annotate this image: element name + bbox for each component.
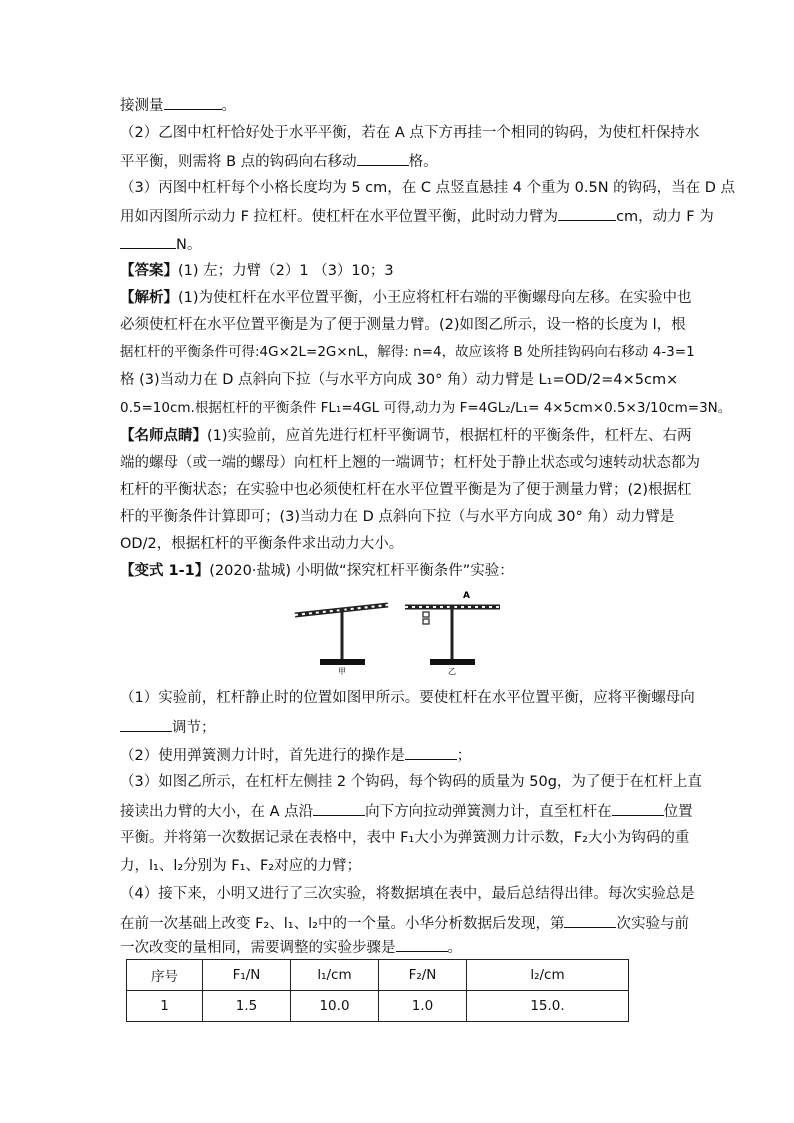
header-cell: l₁/cm: [291, 960, 379, 991]
text: （3）如图乙所示，在杠杆左侧挂 2 个钩码，每个钩码的质量为 50g，为了便于在杠杆上直: [120, 774, 702, 790]
text: 力，l₁、l₂分别为 F₁、F₂对应的力臂；: [120, 858, 362, 874]
header-cell: l₂/cm: [467, 960, 629, 991]
text: （2）使用弹簧测力计时，首先进行的操作是: [120, 748, 405, 764]
lever-figure: [290, 585, 520, 675]
header-cell: 序号: [127, 960, 203, 991]
question-line: [120, 912, 689, 934]
table-cell: 1.0: [379, 991, 467, 1022]
text: 杆的平衡条件计算即可；(3)当动力在 D 点斜向下拉（与水平方向成 30° 角）动力臂是: [120, 509, 675, 525]
answer-line: [120, 261, 394, 281]
lever-yi: [405, 591, 500, 675]
text: ；: [456, 748, 472, 764]
text: (2020·盐城) 小明做“探究杠杆平衡条件”实验：: [209, 563, 514, 579]
figure-label-jia: 甲: [338, 667, 346, 675]
text: 接测量: [120, 98, 164, 114]
answer-blank: [396, 936, 448, 952]
answer-blank: [313, 800, 365, 816]
text-line: [120, 123, 699, 143]
analysis-line: [120, 288, 692, 308]
text: 杠杆的平衡状态；在实验中也必须使杠杆在水平位置平衡是为了便于测量力臂；(2)根据杠: [120, 482, 692, 498]
answer-blank: [564, 912, 616, 928]
text: 位置: [663, 804, 693, 820]
text: cm，动力 F 为: [616, 209, 714, 225]
answer-blank: [405, 744, 457, 760]
text: 端的螺母（或一端的螺母）向杠杆上翘的一端调节；杠杆处于静止状态或匀速转动状态都为: [120, 455, 700, 471]
text: 必须使杠杆在水平位置平衡是为了便于测量力臂。(2)如图乙所示，设一格的长度为 l，根: [120, 317, 686, 333]
analysis-line: [120, 342, 695, 362]
answer-tag: 【答案】: [120, 263, 178, 279]
tip-tag: 【名师点睛】: [120, 428, 207, 444]
analysis-line: [120, 398, 731, 418]
text: 据杠杆的平衡条件可得:4G×2L=2G×nL，解得: n=4，故应该将 B 处所挂钩码向右移动 4-3=1: [120, 344, 695, 360]
tip-line: [120, 534, 403, 554]
question-line: [120, 884, 695, 904]
answer-blank: [120, 233, 176, 249]
text: 格 (3)当动力在 D 点斜向下拉（与水平方向成 30° 角）动力臂是 L₁=OD/2=4×5cm×: [120, 372, 679, 388]
header-cell: F₁/N: [203, 960, 291, 991]
text: 接读出力臂的大小，在 A 点沿: [120, 804, 314, 820]
text: （4）接下来，小明又进行了三次实验，将数据填在表中，最后总结得出律。每次实验总是: [120, 886, 695, 902]
variant-tag: 【变式 1-1】: [120, 563, 210, 579]
tip-line: [120, 480, 692, 500]
table-header-row: [127, 960, 629, 991]
question-line: [120, 688, 695, 708]
table-row: [127, 991, 629, 1022]
text: （2）乙图中杠杆恰好处于水平平衡，若在 A 点下方再挂一个相同的钩码，为使杠杆保持水: [120, 125, 700, 141]
text: 0.5=10cm.根据杠杆的平衡条件 FL₁=4GL 可得,动力为 F=4GL₂/L₁= 4×5cm×0.5×3/10cm=3N。: [120, 400, 732, 416]
text: 一次改变的量相同，需要调整的实验步骤是: [120, 940, 396, 956]
answer-blank: [612, 800, 664, 816]
text: 调节；: [172, 720, 216, 736]
text-line: [120, 205, 714, 227]
question-line: [120, 936, 462, 958]
data-table: [126, 959, 629, 1022]
text: 。: [221, 98, 236, 114]
tip-line: [120, 453, 700, 473]
text-line: [120, 233, 201, 255]
text: (1)实验前，应首先进行杠杆平衡调节，根据杠杆的平衡条件，杠杆左、右两: [207, 428, 692, 444]
answer-blank: [120, 716, 172, 732]
question-line: [120, 772, 702, 792]
text: 向下方向拉动弹簧测力计，直至杠杆在: [365, 804, 612, 820]
answer-blank: [357, 150, 409, 166]
analysis-line: [120, 370, 678, 390]
text: 平衡。并将第一次数据记录在表格中，表中 F₁大小为弹簧测力计示数，F₂大小为钩码的重: [120, 830, 690, 846]
question-line: [120, 716, 216, 738]
text: OD/2，根据杠杆的平衡条件求出动力大小。: [120, 536, 404, 552]
text: 格。: [408, 154, 438, 170]
figure-label-yi: 乙: [448, 667, 456, 675]
text: 次实验与前: [616, 916, 689, 932]
answer-blank: [164, 94, 222, 110]
question-line: [120, 828, 689, 848]
lever-jia: [295, 605, 388, 675]
header-cell: F₂/N: [379, 960, 467, 991]
text: (1)为使杠杆在水平位置平衡，小王应将杠杆右端的平衡螺母向左移。在实验中也: [178, 290, 692, 306]
tip-line: [120, 426, 692, 446]
text: 在前一次基础上改变 F₂、l₁、l₂中的一个量。小华分析数据后发现，第: [120, 916, 565, 932]
analysis-tag: 【解析】: [120, 290, 178, 306]
text: （1）实验前，杠杆静止时的位置如图甲所示。要使杠杆在水平位置平衡，应将平衡螺母向: [120, 690, 695, 706]
text: 用如丙图所示动力 F 拉杠杆。使杠杆在水平位置平衡，此时动力臂为: [120, 209, 559, 225]
answer-text: (1) 左；力臂（2）1 （3）10；3: [178, 263, 394, 279]
answer-blank: [558, 205, 616, 221]
text: N。: [176, 237, 202, 253]
table-cell: 1.5: [203, 991, 291, 1022]
text: 平平衡，则需将 B 点的钩码向右移动: [120, 154, 357, 170]
tip-line: [120, 507, 674, 527]
question-line: [120, 856, 361, 876]
table-cell: 1: [127, 991, 203, 1022]
text-line: [120, 178, 735, 198]
table-cell: 10.0: [291, 991, 379, 1022]
analysis-line: [120, 315, 686, 335]
variant-heading: [120, 561, 514, 581]
point-a-label: A: [463, 591, 470, 601]
text-line: [120, 94, 236, 116]
question-line: [120, 744, 471, 766]
text-line: [120, 150, 438, 172]
table-cell: 15.0.: [467, 991, 629, 1022]
text: 。: [447, 940, 462, 956]
text: （3）丙图中杠杆每个小格长度均为 5 cm，在 C 点竖直悬挂 4 个重为 0.5N 的钩码，当在 D 点: [120, 180, 736, 196]
question-line: [120, 800, 693, 822]
